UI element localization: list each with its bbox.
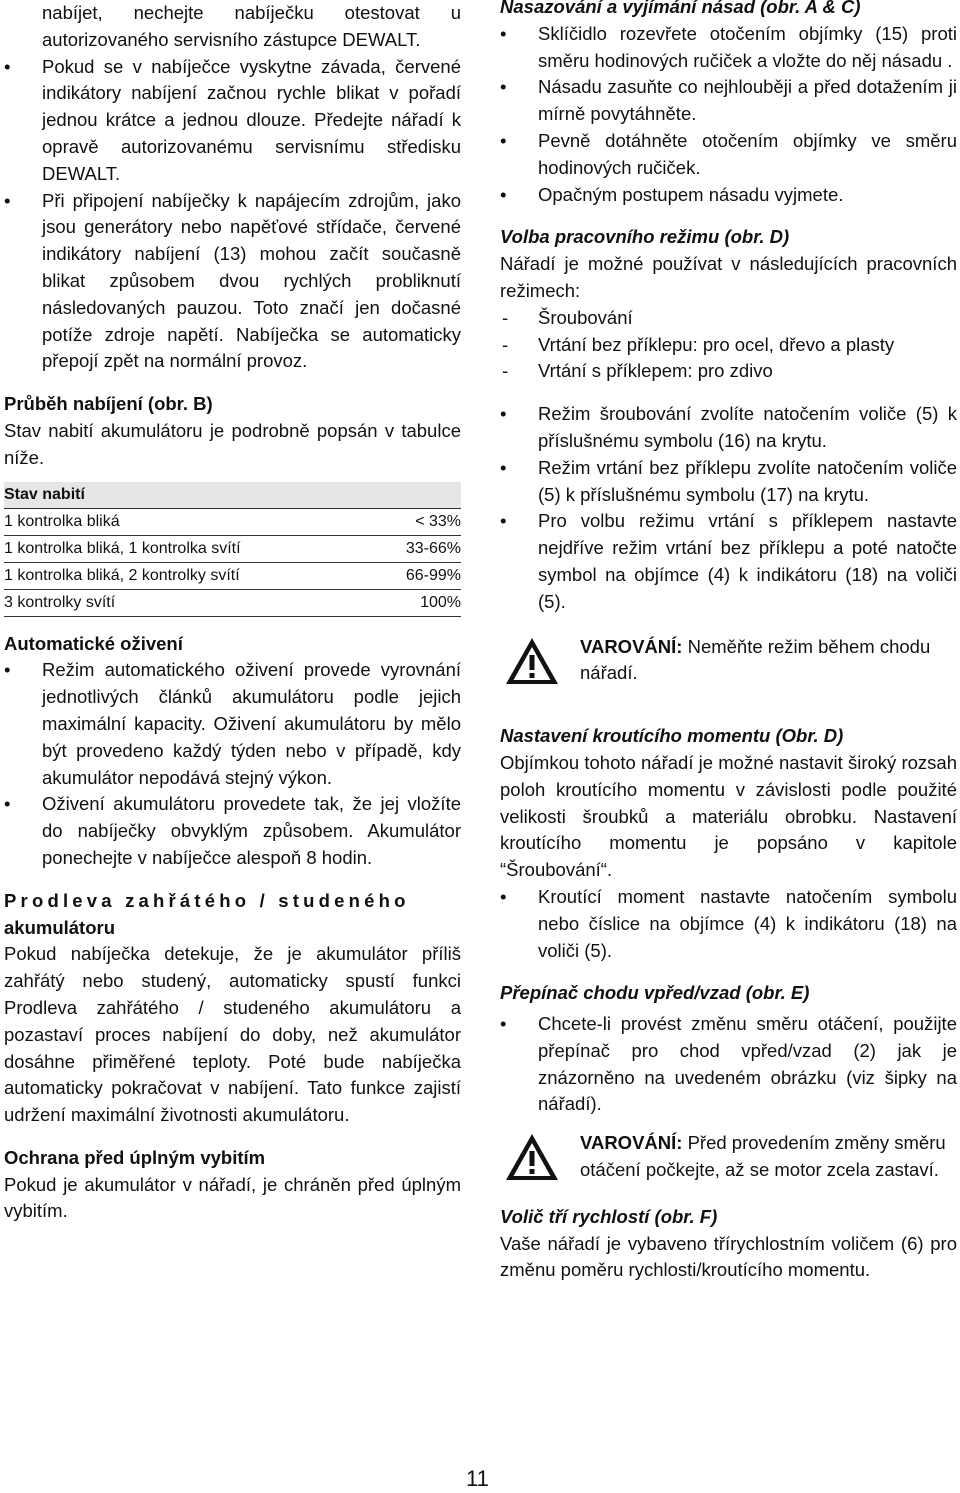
heading-auto-recovery: Automatické oživení <box>4 632 183 654</box>
list-item <box>500 305 957 332</box>
charging-progress-text: Stav nabití akumulátoru je podrobně popsán v tabulce níže. <box>4 419 461 468</box>
row-value: 66-99% <box>375 562 461 589</box>
speed-text: Vaše nářadí je vybaveno třírychlostním voličem (6) pro změnu poměru rychlosti/kroutícího momentu. <box>500 1232 957 1281</box>
list-item <box>500 358 957 385</box>
row-value: 33-66% <box>375 535 461 562</box>
bullet: • <box>500 885 507 907</box>
heading-deep-discharge: Ochrana před úplným vybitím <box>4 1146 266 1168</box>
bullet: • <box>4 55 11 77</box>
hot-cold-delay-text: Pokud nabíječka detekuje, že je akumulátor příliš zahřátý nebo studený, automaticky spustí funkci Prodleva zahřátého / studeného akumulátoru a pozastaví proces nabíjení do doby, než akumulátor dosáhne přiměřené teploty. Poté bude nabíječka automaticky pokračovat v nabíjení. Tato funkce zajistí udržení maximální životnosti akumulátoru. <box>4 943 461 1126</box>
list-item <box>4 657 461 791</box>
bits-list <box>500 21 957 209</box>
left-column <box>4 0 461 1225</box>
list-item-text: Režim vrtání bez příklepu zvolíte natočením voliče (5) k příslušnému symbolu (17) na krytu. <box>538 456 957 505</box>
row-label: 1 kontrolka bliká <box>4 508 375 535</box>
list-item <box>4 791 461 871</box>
list-item <box>500 21 957 75</box>
charger-fault-list <box>4 54 461 376</box>
dash: - <box>502 360 509 382</box>
bullet: • <box>500 1013 507 1035</box>
list-item <box>500 884 957 964</box>
list-item <box>500 182 957 209</box>
bullet: • <box>4 793 11 815</box>
torque-list <box>500 884 957 964</box>
mode-dash-list <box>500 305 957 385</box>
list-item <box>500 128 957 182</box>
bullet: • <box>500 22 507 44</box>
heading-hot-cold-delay: Prodleva zahřátého / studeného <box>4 889 410 911</box>
list-item <box>4 54 461 188</box>
row-label: 1 kontrolka bliká, 2 kontrolky svítí <box>4 562 375 589</box>
table-row <box>4 589 461 616</box>
list-item <box>500 455 957 509</box>
list-item <box>500 1011 957 1118</box>
bullet: • <box>500 403 507 425</box>
heading-torque: Nastavení kroutícího momentu (Obr. D) <box>500 725 844 747</box>
list-item <box>500 401 957 455</box>
right-column <box>500 0 957 1284</box>
bullet: • <box>4 189 11 211</box>
heading-direction: Přepínač chodu vpřed/vzad (obr. E) <box>500 982 810 1004</box>
warning-label: VAROVÁNÍ: <box>580 1132 683 1154</box>
table-header: Stav nabití <box>4 482 461 509</box>
heading-mode: Volba pracovního režimu (obr. D) <box>500 226 790 248</box>
heading-speed: Volič tří rychlostí (obr. F) <box>500 1205 718 1227</box>
dash: - <box>502 333 509 355</box>
torque-text: Objímkou tohoto nářadí je možné nastavit široký rozsah poloh kroutícího momentu v závislosti podle použité velikosti šroubků a materiálu obrobku. Nastavení kroutícího momentu je popsáno v kapitole “Šroubování“. <box>500 751 957 881</box>
charger-test-paragraph: nabíjet, nechejte nabíječku otestovat u autorizovaného servisního zástupce DEWALT. <box>42 2 461 50</box>
table-row <box>4 508 461 535</box>
list-item-text: Pro volbu režimu vrtání s příklepem nastavte nejdříve režim vrtání bez příklepu a poté natočte symbol na objímce (4) k indikátoru (18) na voliči (5). <box>538 510 957 612</box>
row-value: 100% <box>375 589 461 616</box>
list-item-text: Vrtání s příklepem: pro zdivo <box>538 360 773 382</box>
warning-direction-change <box>500 1130 957 1184</box>
list-item-text: Vrtání bez příklepu: pro ocel, dřevo a plasty <box>538 333 895 355</box>
warning-text <box>580 634 957 688</box>
warning-mode-change <box>500 634 957 688</box>
deep-discharge-text: Pokud je akumulátor v nářadí, je chráněn před úplným vybitím. <box>4 1173 461 1222</box>
bullet: • <box>500 76 507 98</box>
list-item-text: Sklíčidlo rozevřete otočením objímky (15) proti směru hodinových ručiček a vložte do něj násadu . <box>538 22 957 71</box>
warning-triangle-icon <box>504 1132 560 1182</box>
bullet: • <box>500 183 507 205</box>
warning-body: Neměňte režim během chodu nářadí. <box>580 635 931 684</box>
heading-hot-cold-delay-cont: akumulátoru <box>4 916 116 938</box>
list-item-text: Násadu zasuňte co nejhlouběji a před dotažením ji mírně povytáhněte. <box>538 76 957 125</box>
list-item <box>500 74 957 128</box>
bullet: • <box>500 510 507 532</box>
list-item-text: Pevně dotáhněte otočením objímky ve směru hodinových ručiček. <box>538 129 957 178</box>
list-item <box>500 508 957 615</box>
warning-text <box>580 1130 957 1184</box>
warning-body: Před provedením změny směru otáčení počkejte, až se motor zcela zastaví. <box>580 1132 946 1181</box>
heading-charging-progress: Průběh nabíjení (obr. B) <box>4 393 213 415</box>
list-item-text: Režim šroubování zvolíte natočením voliče (5) k příslušnému symbolu (16) na krytu. <box>538 403 957 451</box>
list-item-text: Kroutící moment nastavte natočením symbolu nebo číslice na objímce (4) k indikátoru (18) na voliči (5). <box>538 885 957 961</box>
page-number: 11 <box>466 1466 489 1491</box>
row-label: 1 kontrolka bliká, 1 kontrolka svítí <box>4 535 375 562</box>
list-item-text: Opačným postupem násadu vyjmete. <box>538 183 844 205</box>
list-item-text: Při připojení nabíječky k napájecím zdrojům, jako jsou generátory nebo napěťové střídače, červené indikátory nabíjení (13) mohou začít současně blikat způsobem dvou rychlých probliknutí následovaných pauzou. Toto značí jen dočasné potíže zdroje napětí. Nabíječka se automaticky přepojí zpět na normální provoz. <box>42 189 461 372</box>
warning-label: VAROVÁNÍ: <box>580 635 683 657</box>
list-item <box>500 332 957 359</box>
table-row <box>4 535 461 562</box>
bullet: • <box>500 456 507 478</box>
list-item-text: Pokud se v nabíječce vyskytne závada, červené indikátory nabíjení začnou rychle blikat v pořadí jednou krátce a jednou dlouze. Předejte nářadí k opravě autorizovanému servisnímu středisku DEWALT. <box>42 55 461 184</box>
heading-bits: Nasazování a vyjímání násad (obr. A & C) <box>500 0 861 17</box>
warning-triangle-icon <box>504 636 560 686</box>
dash: - <box>502 306 509 328</box>
mode-bullet-list <box>500 401 957 615</box>
table-row <box>4 562 461 589</box>
bullet: • <box>4 659 11 681</box>
mode-intro-text: Nářadí je možné používat v následujících pracovních režimech: <box>500 253 957 301</box>
list-item-text: Šroubování <box>538 306 633 328</box>
list-item-text: Chcete-li provést změnu směru otáčení, použijte přepínač pro chod vpřed/vzad (2) jak je znázorněno na uvedeném obrázku (viz šipky na nářadí). <box>538 1013 957 1115</box>
direction-list <box>500 1011 957 1118</box>
row-value: < 33% <box>375 508 461 535</box>
list-item-text: Režim automatického oživení provede vyrovnání jednotlivých článků akumulátoru podle jejich maximální kapacity. Oživení akumulátoru by mělo být provedeno každý týden nebo v případě, kdy akumulátor nepodává stejný výkon. <box>42 659 461 788</box>
auto-recovery-list <box>4 657 461 871</box>
bullet: • <box>500 129 507 151</box>
row-label: 3 kontrolky svítí <box>4 589 375 616</box>
charge-status-table <box>4 482 461 617</box>
list-item-text: Oživení akumulátoru provedete tak, že jej vložíte do nabíječky obvyklým způsobem. Akumulátor ponechejte v nabíječce alespoň 8 hodin. <box>42 793 461 868</box>
list-item <box>4 188 461 376</box>
